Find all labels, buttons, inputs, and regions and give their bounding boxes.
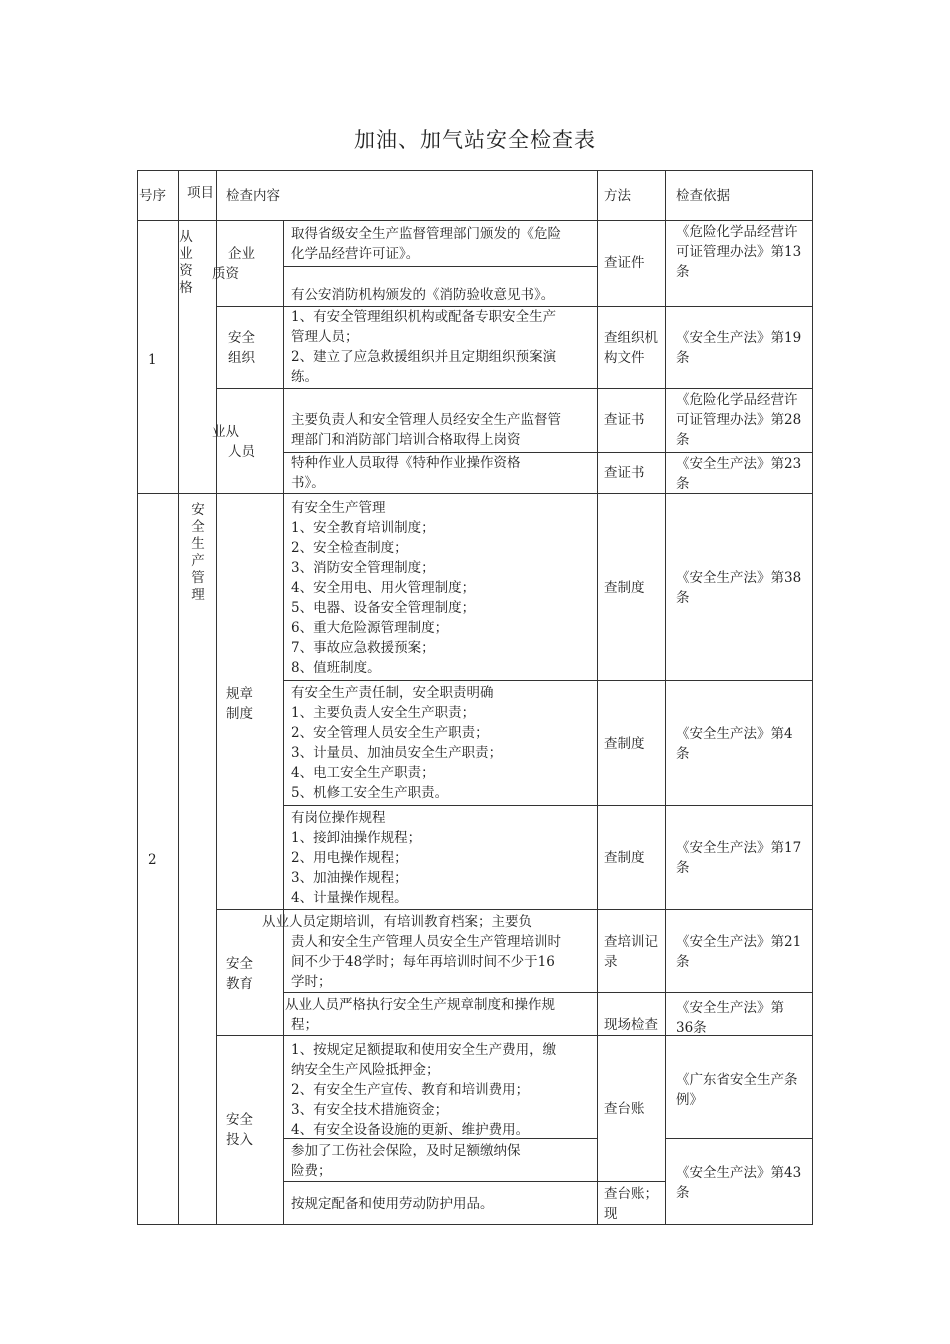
section-seq: 1 <box>148 352 157 368</box>
check-method: 查组织机 构文件 <box>604 330 658 366</box>
section-item-label: 从 业 资 格 <box>179 229 193 296</box>
header-divider <box>137 220 813 221</box>
check-content: 1、按规定足额提取和使用安全生产费用，缴 纳安全生产风险抵押金； 2、有安全生产宣传、教育和培训费用； 3、有安全技术措施资金； 4、有安全设备设施的更新、维护费用。 <box>291 1042 557 1138</box>
header-content: 检查内容 <box>226 188 280 204</box>
row-divider <box>216 909 813 910</box>
check-content: 有安全生产责任制，安全职责明确 1、主要负责人安全生产职责； 2、安全管理人员安全生产职责； 3、计量员、加油员安全生产职责； 4、电工安全生产职责； 5、机修工安全生产职责。 <box>291 685 503 801</box>
check-basis: 《安全生产法》第38 条 <box>676 570 802 606</box>
check-content: 有公安消防机构颁发的《消防验收意见书》。 <box>291 287 555 303</box>
header-seq: 号序 <box>139 188 166 204</box>
row-divider <box>665 1138 813 1139</box>
table-border-left <box>137 170 138 1225</box>
check-content: 从业人员定期培训，有培训教育档案；主要负 <box>262 914 532 930</box>
col-divider-content <box>597 170 598 1225</box>
check-basis: 《危险化学品经营许 可证管理办法》第28 条 <box>676 392 802 448</box>
sub-item-label: 安全 教育 <box>226 956 253 992</box>
header-method: 方法 <box>604 188 631 204</box>
section-item-label: 安 全 生 产 管 理 <box>191 502 205 603</box>
col-divider-seq <box>178 170 179 1225</box>
check-method: 查证书 <box>604 412 645 428</box>
check-content: 参加了工伤社会保险，及时足额缴纳保 险费； <box>291 1143 521 1179</box>
check-method: 查台账 <box>604 1101 645 1117</box>
check-basis: 《安全生产法》第21 条 <box>676 934 802 970</box>
check-method: 查制度 <box>604 736 645 752</box>
check-content: 从业人员严格执行安全生产规章制度和操作规 <box>285 997 555 1013</box>
row-divider <box>283 266 597 267</box>
check-content: 主要负责人和安全管理人员经安全生产监督管 理部门和消防部门培训合格取得上岗资 <box>291 412 561 448</box>
table-border-top <box>137 170 813 171</box>
check-content: 按规定配备和使用劳动防护用品。 <box>291 1196 494 1212</box>
page-title: 加油、加气站安全检查表 <box>354 128 596 152</box>
check-basis: 《安全生产法》第23 条 <box>676 456 802 492</box>
sub-item-label: 业从 <box>212 424 239 440</box>
sub-item-label: 安全 组织 <box>228 330 255 366</box>
sub-item-label: 企业 <box>228 246 255 262</box>
check-content: 取得省级安全生产监督管理部门颁发的《危险 化学品经营许可证》。 <box>291 226 561 262</box>
check-method: 查制度 <box>604 850 645 866</box>
check-content: 责人和安全生产管理人员安全生产管理培训时 间不少于48学时；每年再培训时间不少于16 学时； <box>291 934 561 990</box>
check-method: 现场检查 <box>604 1017 658 1033</box>
col-divider-method <box>665 170 666 1225</box>
check-method: 查培训记 录 <box>604 934 658 970</box>
check-content: 1、有安全管理组织机构或配备专职安全生产 管理人员； 2、建立了应急救援组织并且定期组织预案演 练。 <box>291 309 557 385</box>
row-divider <box>283 805 813 806</box>
table-border-bottom <box>137 1224 813 1225</box>
col-divider-item <box>216 170 217 1225</box>
sub-item-label: 安全 投入 <box>226 1112 253 1148</box>
check-basis: 《安全生产法》第17 条 <box>676 840 802 876</box>
check-basis: 《安全生产法》第19 条 <box>676 330 802 366</box>
section-seq: 2 <box>148 852 157 868</box>
check-basis: 《安全生产法》第4 条 <box>676 726 793 762</box>
check-content: 程； <box>291 1017 318 1033</box>
check-content: 特种作业人员取得《特种作业操作资格 书》。 <box>291 455 521 491</box>
row-divider <box>283 992 813 993</box>
row-divider <box>283 680 813 681</box>
check-content: 有安全生产管理 1、安全教育培训制度； 2、安全检查制度； 3、消防安全管理制度； 4、安全用电、用火管理制度； 5、电器、设备安全管理制度； 6、重大危险源管理制度； 7、事故应急救援预案； 8、值班制度。 <box>291 500 476 676</box>
check-basis: 《安全生产法》第 36条 <box>676 1000 784 1036</box>
col-divider-sublabel <box>283 220 284 1225</box>
check-method: 查台账； 现 <box>604 1186 658 1222</box>
row-divider <box>283 1181 665 1182</box>
check-method: 查制度 <box>604 580 645 596</box>
sub-item-label: 人员 <box>228 444 255 460</box>
check-basis: 《危险化学品经营许 可证管理办法》第13 条 <box>676 224 802 280</box>
check-basis: 《广东省安全生产条 例》 <box>676 1072 798 1108</box>
table-border-right <box>812 170 813 1225</box>
sub-item-label: 质资 <box>212 266 239 282</box>
header-item: 项目 <box>187 185 214 201</box>
check-basis: 《安全生产法》第43 条 <box>676 1165 802 1201</box>
check-content: 有岗位操作规程 1、接卸油操作规程； 2、用电操作规程； 3、加油操作规程； 4、计量操作规程。 <box>291 810 422 906</box>
check-method: 查证件 <box>604 255 645 271</box>
header-basis: 检查依据 <box>676 188 730 204</box>
check-method: 查证书 <box>604 465 645 481</box>
row-divider <box>216 388 813 389</box>
sub-item-label: 规章 制度 <box>226 686 253 722</box>
